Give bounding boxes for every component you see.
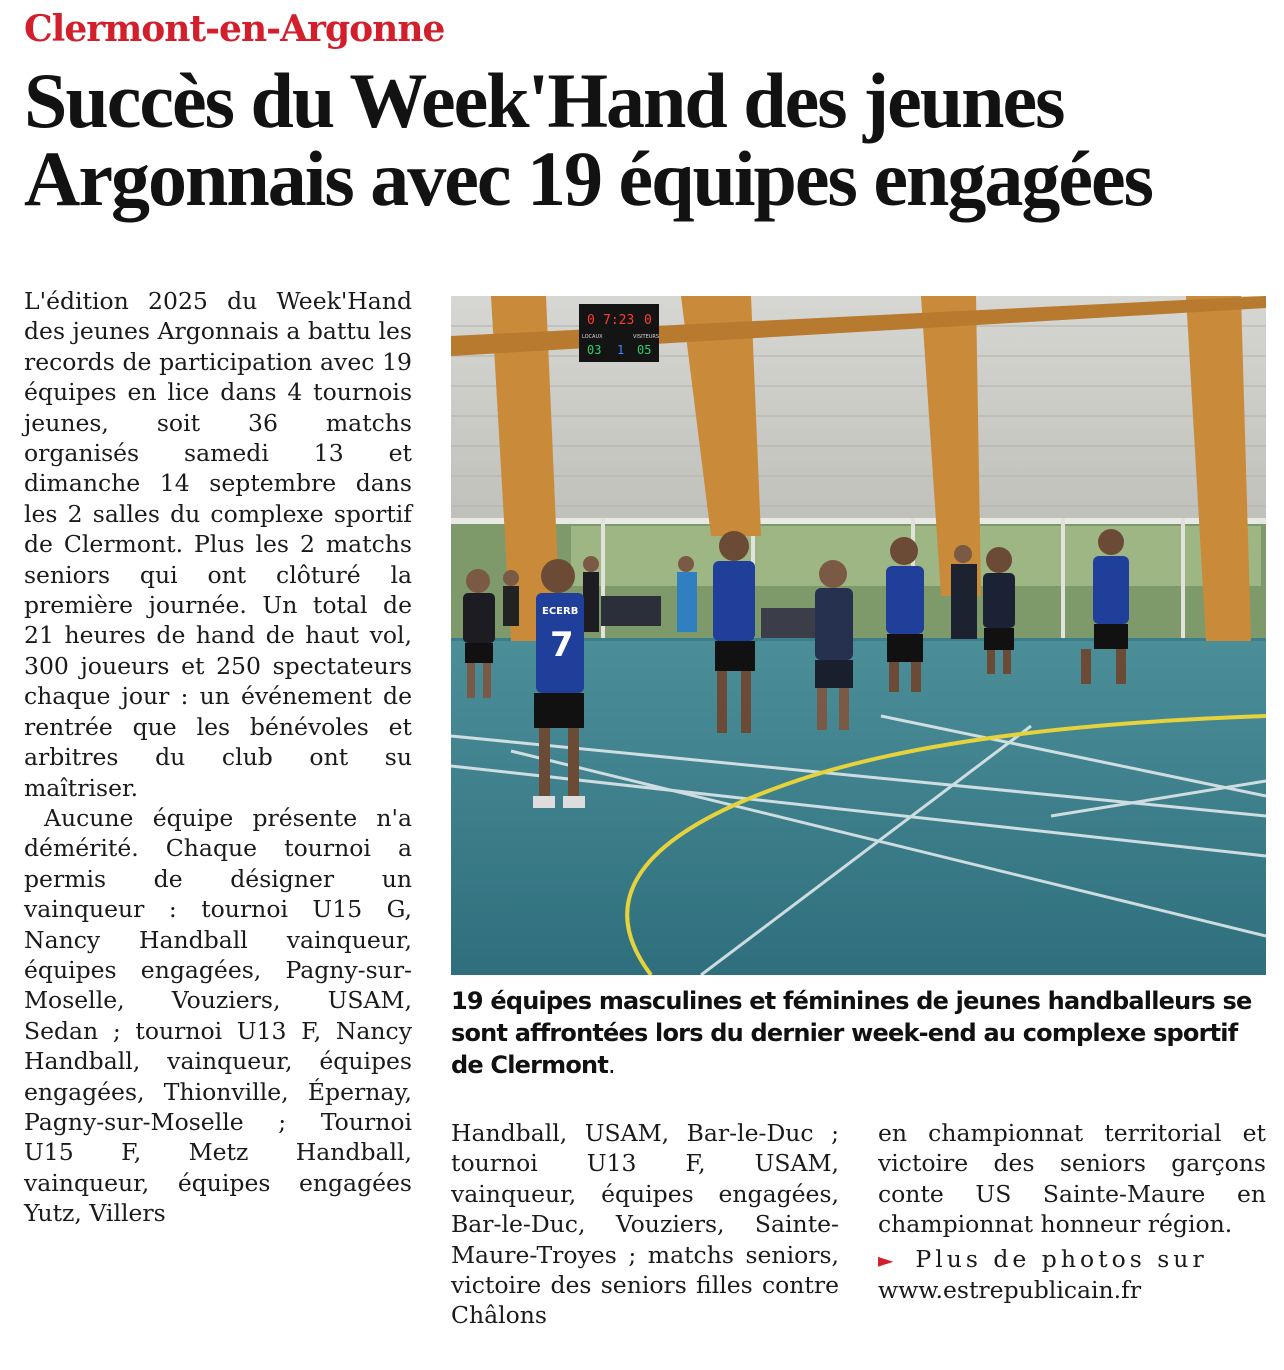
article-paragraph-4: en championnat territorial et victoire des seniors garçons conte US Sainte-Maure en championnat honneur région. [878,1119,1266,1239]
article-column-2 [451,1118,839,1331]
article-column-1 [24,286,412,1229]
scoreboard-away-score: 0 [644,313,652,328]
article-paragraph-3: Handball, USAM, Bar-le-Duc ; tournoi U13 F, USAM, vainqueur, équipes engagées, Bar-le-Duc, Vouziers, Sainte-Maure-Troyes ; matchs seniors, victoire des seniors filles contre Châlons [451,1119,839,1330]
red-arrow-icon: ► [878,1247,894,1272]
caption-text: 19 équipes masculines et féminines de jeunes handballeurs se sont affrontées lors du dernier week-end au complexe sportif de Clermont [451,987,1252,1079]
more-photos-lead: Plus de photos sur [915,1244,1208,1273]
scoreboard-home-score: 0 [587,313,595,328]
scoreboard-period: 1 [617,343,625,357]
article-column-3 [878,1118,1266,1305]
article-paragraph-2: Aucune équipe présente n'a démérité. Chaque tournoi a permis de désigner un vainqueur : tournoi U15 G, Nancy Handball vainqueur, équipes engagées, Pagny-sur-Moselle, Vouziers, USAM, Sedan ; tournoi U13 F, Nancy Handball, vainqueur, équipes engagées, Thionville, Épernay, Pagny-sur-Moselle ; Tournoi U15 F, Metz Handball, vainqueur, équipes engagées Yutz, Villers [24,803,412,1228]
article-paragraph-1: L'édition 2025 du Week'Hand des jeunes Argonnais a battu les records de participation avec 19 équipes en lice dans 4 tournois jeunes, soit 36 matchs organisés samedi 13 et dimanche 14 septembre dans les 2 salles du complexe sportif de Clermont. Plus les 2 matchs seniors qui ont clôturé la première journée. Un total de 21 heures de hand de haut vol, 300 joueurs et 250 spectateurs chaque jour : un événement de rentrée que les bénévoles et arbitres du club ont su maîtriser. [24,287,412,802]
scoreboard-home-fouls: 03 [587,343,602,357]
photo-caption [451,985,1266,1081]
more-photos-line [878,1244,1266,1275]
window-frame-top [451,518,1266,524]
handball-court-photo [451,296,1266,975]
article-headline [24,57,1274,222]
scoreboard-home-label: LOCAUX [582,334,603,340]
scoreboard-away-label: VISITEURS [633,334,660,340]
website-link[interactable]: www.estrepublicain.fr [878,1276,1142,1305]
scoreboard [579,304,659,362]
article-photo [451,296,1266,975]
section-kicker: Clermont-en-Argonne [24,8,445,50]
jersey-text: ECERB [542,606,579,617]
headline-line-2: Argonnais avec 19 équipes engagées [24,135,1152,222]
headline-line-1: Succès du Week'Hand des jeunes [24,57,1064,144]
scoreboard-clock: 7:23 [603,313,635,328]
jersey-number: 7 [550,625,574,665]
caption-period: . [608,1051,615,1079]
scoreboard-away-fouls: 05 [637,343,652,357]
